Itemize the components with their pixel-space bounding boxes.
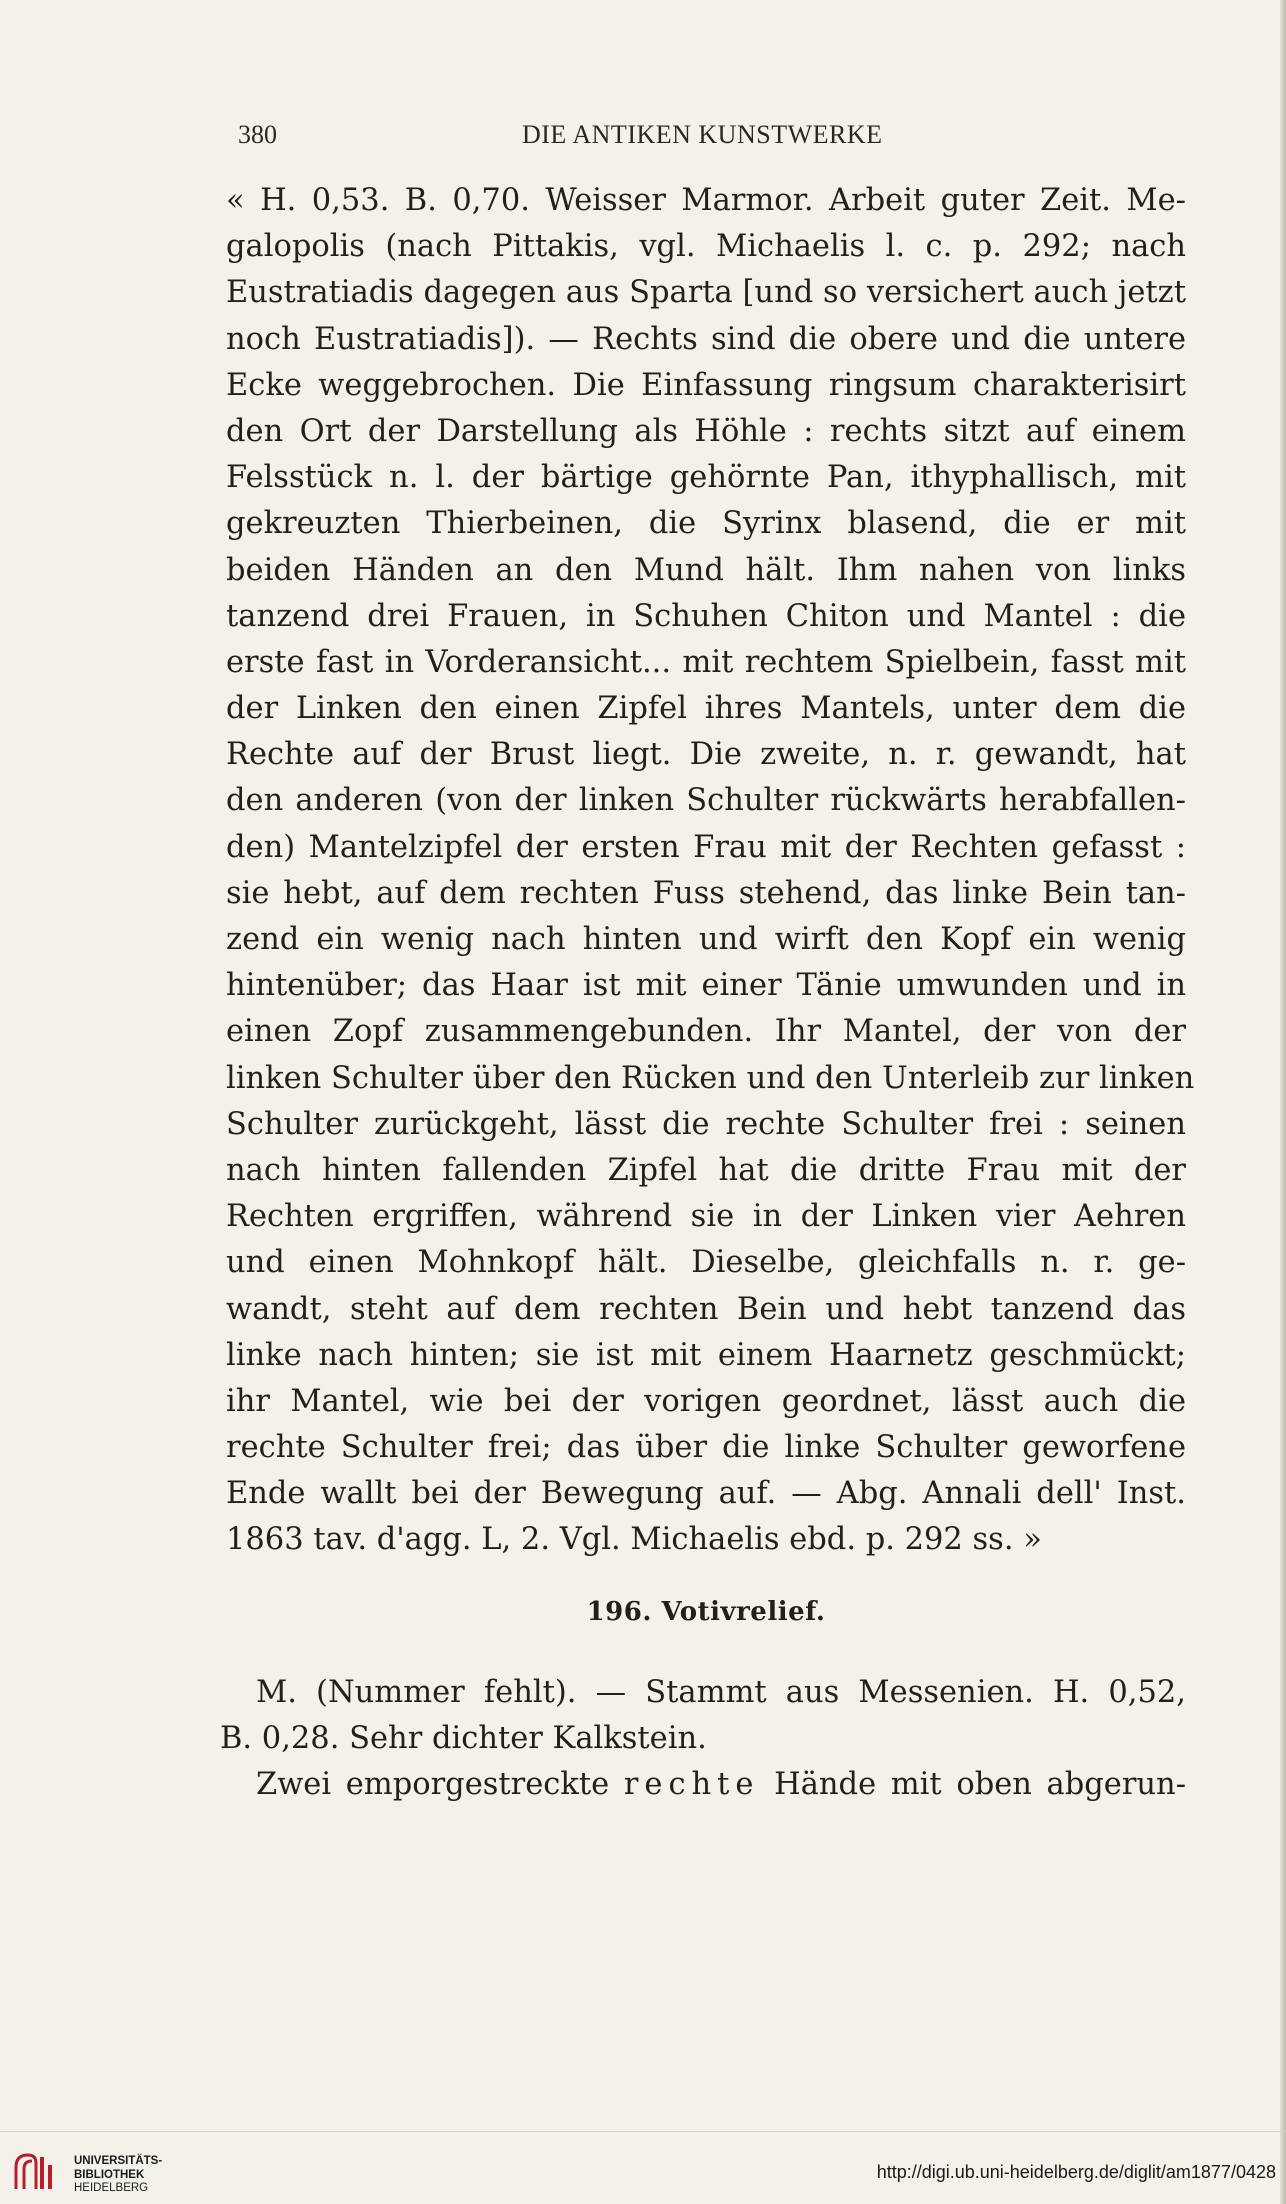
section-line-3-start: Zwei emporgestreckte — [256, 1767, 610, 1803]
page-edge-shadow — [1280, 0, 1286, 2204]
body-line: Ende wallt bei der Bewegung auf. — Abg. Annali dell' Inst. — [226, 1476, 1186, 1512]
footer-divider — [0, 2131, 1286, 2132]
body-line: Felsstück n. l. der bärtige gehörnte Pan, ithyphallisch, mit — [226, 460, 1186, 496]
body-line: beiden Händen an den Mund hält. Ihm nahen von links — [226, 552, 1186, 588]
section-line-3 — [220, 1762, 1186, 1808]
running-head — [238, 120, 1178, 160]
body-line: gekreuzten Thierbeinen, die Syrinx blasend, die er mit — [226, 506, 1186, 542]
body-line: hintenüber; das Haar ist mit einer Tänie umwunden und in — [226, 968, 1186, 1004]
section-line-1: M. (Nummer fehlt). — Stammt aus Messenien. H. 0,52, — [256, 1675, 1186, 1710]
section-text — [220, 1670, 1186, 1809]
body-line: Rechten ergriffen, während sie in der Linken vier Aehren — [226, 1199, 1186, 1235]
body-line: den anderen (von der linken Schulter rückwärts herabfallen- — [226, 783, 1186, 819]
section-heading: 196. Votivrelief. — [586, 1597, 826, 1627]
body-line: wandt, steht auf dem rechten Bein und hebt tanzend das — [226, 1291, 1186, 1327]
body-line: nach hinten fallenden Zipfel hat die dritte Frau mit der — [226, 1152, 1186, 1188]
library-name-line-3: HEIDELBERG — [74, 2182, 149, 2194]
section-line-2: B. 0,28. Sehr dichter Kalkstein. — [220, 1721, 707, 1757]
body-line: tanzend drei Frauen, in Schuhen Chiton und Mantel : die — [226, 598, 1186, 634]
body-line: Schulter zurückgeht, lässt die rechte Schulter frei : seinen — [226, 1106, 1186, 1142]
body-line: 1863 tav. d'agg. L, 2. Vgl. Michaelis ebd. p. 292 ss. » — [226, 1522, 1042, 1558]
body-line: linken Schulter über den Rücken und den Unterleib zur linken — [226, 1060, 1195, 1096]
body-line: linke nach hinten; sie ist mit einem Haarnetz geschmückt; — [226, 1337, 1186, 1373]
footer — [0, 2131, 1286, 2204]
body-line: galopolis (nach Pittakis, vgl. Michaelis l. c. p. 292; nach — [226, 229, 1186, 265]
logo-arch-icon — [16, 2155, 36, 2189]
emphasized-word: rechte — [623, 1767, 760, 1803]
logo-bar-icon-2 — [48, 2165, 52, 2189]
body-line: Eustratiadis dagegen aus Sparta [und so versichert auch jetzt — [226, 275, 1186, 311]
body-line: zend ein wenig nach hinten und wirft den Kopf ein wenig — [226, 922, 1186, 957]
library-name — [74, 2155, 162, 2196]
page-number: 380 — [238, 120, 277, 149]
body-line: Rechte auf der Brust liegt. Die zweite, n. r. gewandt, hat — [226, 737, 1186, 773]
permalink-url[interactable]: http://digi.ub.uni-heidelberg.de/diglit/am1877/0428 — [876, 2162, 1276, 2182]
section-line-3-end: Hände mit oben abgerun- — [774, 1767, 1186, 1803]
body-line: sie hebt, auf dem rechten Fuss stehend, das linke Bein tan- — [226, 875, 1186, 911]
body-text — [226, 178, 1195, 1564]
body-line: erste fast in Vorderansicht... mit rechtem Spielbein, fasst mit — [226, 644, 1186, 680]
body-line: einen Zopf zusammengebunden. Ihr Mantel, der von der — [226, 1014, 1186, 1050]
body-line: « H. 0,53. B. 0,70. Weisser Marmor. Arbeit guter Zeit. Me- — [226, 183, 1186, 218]
body-line: rechte Schulter frei; das über die linke Schulter geworfene — [226, 1430, 1186, 1466]
body-line: der Linken den einen Zipfel ihres Mantels, unter dem die — [226, 691, 1186, 727]
running-title: DIE ANTIKEN KUNSTWERKE — [522, 120, 883, 149]
library-name-line-2: BIBLIOTHEK — [74, 2168, 145, 2181]
body-line: Ecke weggebrochen. Die Einfassung ringsum charakterisirt — [226, 367, 1186, 403]
body-line: und einen Mohnkopf hält. Dieselbe, gleichfalls n. r. ge- — [226, 1245, 1186, 1281]
body-line: den) Mantelzipfel der ersten Frau mit der Rechten gefasst : — [226, 829, 1186, 865]
heidelberg-library-logo-icon — [12, 2151, 60, 2191]
body-line: noch Eustratiadis]). — Rechts sind die obere und die untere — [226, 321, 1186, 357]
logo-arch-icon-2 — [24, 2161, 32, 2189]
body-line: den Ort der Darstellung als Höhle : rechts sitzt auf einem — [226, 413, 1186, 449]
library-name-line-1: UNIVERSITÄTS- — [74, 2155, 163, 2167]
logo-bar-icon — [40, 2157, 44, 2189]
body-line: ihr Mantel, wie bei der vorigen geordnet, lässt auch die — [226, 1383, 1186, 1419]
